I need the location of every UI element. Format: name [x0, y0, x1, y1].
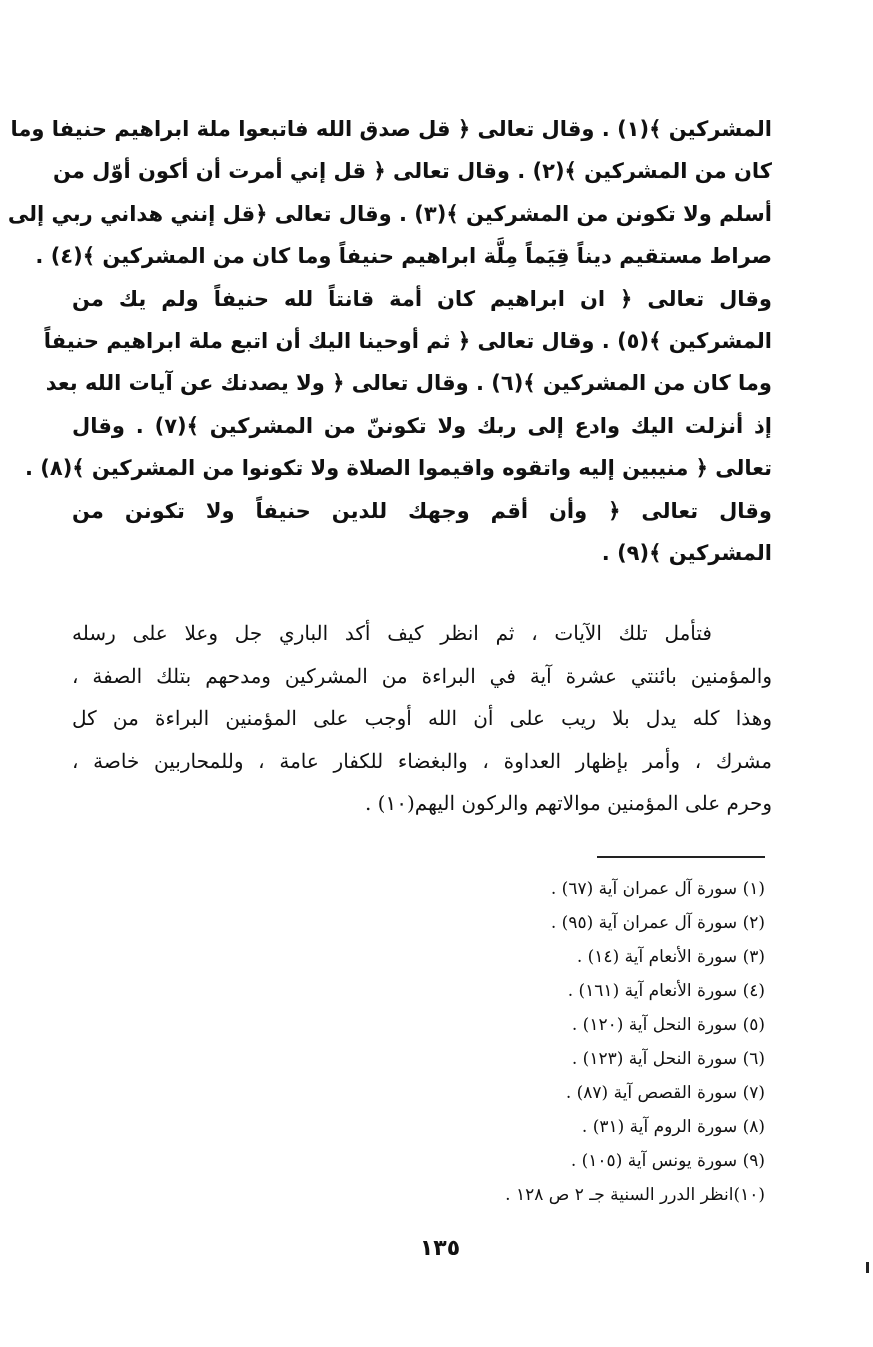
paragraph-line: والمؤمنين بائنتي عشرة آية في البراءة من المشركين ومدحهم بتلك الصفة ،	[72, 663, 772, 688]
paragraph-line: وما كان من المشركين ﴾(٦) . وقال تعالى ﴿ ولا يصدنك عن آيات الله بعد	[45, 371, 772, 396]
quran-citations-paragraph	[7, 108, 773, 574]
paragraph-line: صراط مستقيم ديناً قِيَماً مِلَّة ابراهيم حنيفاً وما كان من المشركين ﴾(٤) .	[35, 244, 772, 269]
paragraph-line: المشركين ﴾(٩) .	[601, 540, 772, 565]
footnote-item: (٦) سورة النحل آية (١٢٣) .	[571, 1049, 765, 1069]
paragraph-line: المشركين ﴾(٥) . وقال تعالى ﴿ ثم أوحينا اليك أن اتبع ملة ابراهيم حنيفاً	[43, 328, 772, 353]
footnote-separator	[597, 856, 765, 858]
paragraph-line: وهذا كله يدل بلا ريب على أن الله أوجب على المؤمنين البراءة من كل	[72, 706, 772, 730]
paragraph-line: وقال تعالى ﴿ وأن أقم وجهك للدين حنيفاً ولا تكونن من	[72, 498, 772, 523]
footnote-item: (١٠)انظر الدرر السنية جـ ٢ ص ١٢٨ .	[505, 1185, 765, 1205]
footnote-item: (٥) سورة النحل آية (١٢٠) .	[571, 1015, 765, 1035]
footnote-item: (١) سورة آل عمران آية (٦٧) .	[550, 879, 765, 899]
page-number: ١٣٥	[419, 1236, 461, 1261]
paragraph-line: وقال تعالى ﴿ ان ابراهيم كان أمة قانتاً لله حنيفاً ولم يك من	[72, 286, 772, 311]
footnote-item: (٧) سورة القصص آية (٨٧) .	[565, 1083, 765, 1103]
paragraph-line: أسلم ولا تكونن من المشركين ﴾(٣) . وقال تعالى ﴿قل إنني هداني ربي إلى	[7, 201, 772, 226]
footnote-item: (٨) سورة الروم آية (٣١) .	[581, 1117, 765, 1137]
paragraph-line: إذ أنزلت اليك وادع إلى ربك ولا تكوننّ من المشركين ﴾(٧) . وقال	[72, 413, 773, 438]
paragraph-line: فتأمل تلك الآيات ، ثم انظر كيف أكد الباري جل وعلا على رسله	[72, 621, 712, 645]
paragraph-line: كان من المشركين ﴾(٢) . وقال تعالى ﴿ قل إني أمرت أن أكون أوّل من	[52, 159, 772, 184]
footnote-item: (٢) سورة آل عمران آية (٩٥) .	[550, 913, 765, 933]
paragraph-line: المشركين ﴾(١) . وقال تعالى ﴿ قل صدق الله فاتبعوا ملة ابراهيم حنيفا وما	[10, 117, 772, 141]
paragraph-line: تعالى ﴿ منيبين إليه واتقوه واقيموا الصلاة ولا تكونوا من المشركين ﴾(٨) .	[24, 456, 772, 481]
footnotes-list	[345, 872, 765, 1212]
footnote-item: (٩) سورة يونس آية (١٠٥) .	[570, 1151, 765, 1171]
footnote-item: (٤) سورة الأنعام آية (١٦١) .	[567, 981, 765, 1001]
scan-edge-mark	[866, 1262, 869, 1273]
commentary-paragraph	[72, 612, 772, 825]
paragraph-line: وحرم على المؤمنين موالاتهم والركون اليهم(١٠) .	[364, 791, 772, 815]
footnote-item: (٣) سورة الأنعام آية (١٤) .	[576, 947, 765, 967]
paragraph-line: مشرك ، وأمر بإظهار العداوة ، والبغضاء للكفار عامة ، وللمحاربين خاصة ،	[72, 748, 772, 773]
